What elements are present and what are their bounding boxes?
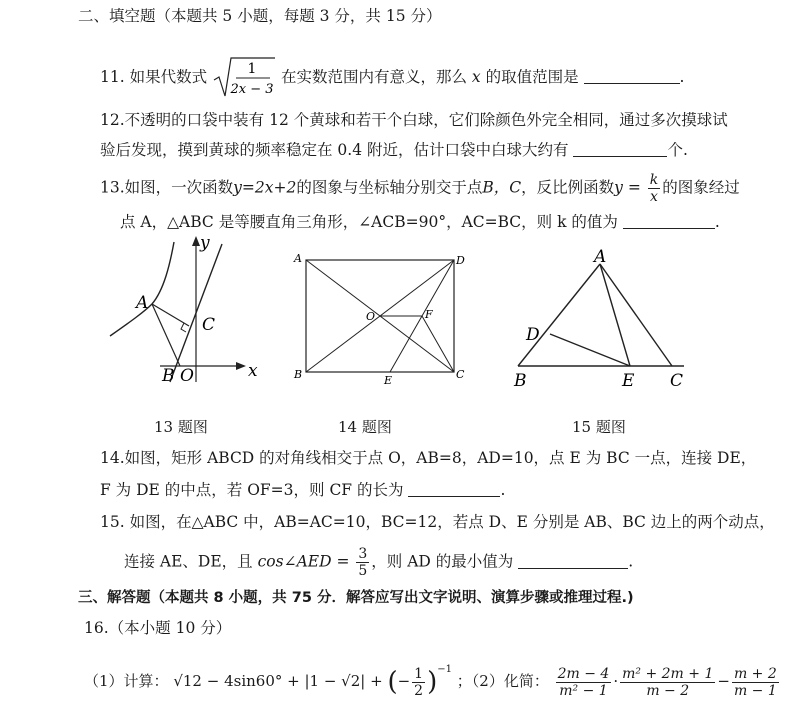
answer-blank-14[interactable] [408,482,500,497]
q11-var: x [471,68,481,86]
question-14-line-2 [100,480,505,500]
q16-f2-den: m − 2 [646,682,690,699]
section-2-title: 二、填空题（本题共 5 小题，每题 3 分，共 15 分） [78,7,442,25]
q13-1b: y=2x+2 [233,178,297,197]
question-12-line-1: 12.不透明的口袋中装有 12 个黄球和若干个白球，它们除颜色外完全相同，通过多次摸球试 [100,111,728,129]
q11-frac-den: 2x − 3 [230,82,274,97]
question-13-line-1 [100,172,740,205]
q13-fraction [648,172,660,205]
q15-2c: ，则 AD 的最小值为 [371,552,514,571]
q16-paren-close: ) [427,667,438,697]
q16-p1-exp: −1 [437,664,452,675]
fig15-label-B: B [514,371,527,391]
q16-p2-minus: − [717,672,730,690]
fig13-label-O: O [180,366,194,384]
question-13-line-2 [120,212,720,232]
q13-1a: 13.如图，一次函数 [100,178,234,197]
q16-p1-fraction [412,666,425,699]
q16-p1-num: 1 [414,665,424,682]
answer-blank-11[interactable] [584,69,680,84]
q15-fraction [356,546,369,579]
q15-frac-num: 3 [358,546,368,562]
q16-p2-fraction-2 [620,666,715,699]
fig13-label-y: y [200,234,210,253]
fig15-label-C: C [670,371,684,391]
q12-line2: 验后发现，摸到黄球的频率稳定在 0.4 附近，估计口袋中白球大约有 [100,141,569,159]
q16-p1-den: 2 [414,682,424,699]
q16-f3-den: m − 1 [733,682,777,699]
q13-1g: 的图象经过 [662,178,740,197]
q13-1f: y = [614,178,641,197]
q11-suffix: 在实数范围内有意义，那么 [280,68,467,86]
q12-end: 个. [667,141,688,159]
question-14-line-1: 14.如图，矩形 ABCD 的对角线相交于点 O，AB=8，AD=10，点 E 为 BC 一点，连接 DE， [100,449,757,467]
fig15-label-D: D [526,325,540,345]
question-15-line-1: 15. 如图，在△ABC 中，AB=AC=10，BC=12，若点 D、E 分别是 AB、BC 边上的两个动点， [100,513,775,531]
q14-end: . [500,481,506,499]
q16-p1-expr: √12 − 4sin60° + |1 − √2| + [173,672,388,690]
q16-dot: · [613,672,619,690]
q16-p2-fraction-3 [732,666,779,699]
q13-end: . [714,213,720,231]
question-11 [100,56,684,100]
q13-1c: 的图象与坐标轴分别交于点 [296,178,483,197]
fig14-label-A: A [294,252,302,265]
q16-p2-fraction-1 [556,666,612,699]
fig14-label-E: E [384,374,393,387]
q13-1e: ，反比例函数 [521,178,615,197]
q11-prefix: 11. 如果代数式 [100,68,208,86]
answer-blank-13[interactable] [623,214,715,229]
fig15-label-A: A [594,247,607,267]
q15-2a: 连接 AE、DE，且 [124,552,253,571]
figure-15 [508,246,698,392]
fig15-label-E: E [622,371,635,391]
fig14-label-B: B [294,368,303,381]
question-12-line-2 [100,140,688,160]
question-15-line-2 [124,546,633,579]
q11-frac-num: 1 [247,61,257,77]
caption-15: 15 题图 [572,418,626,436]
fig13-label-C: C [202,315,216,335]
q16-f1-num: 2m − 4 [557,665,610,682]
figure-13 [100,234,270,384]
fig13-label-B: B [162,366,175,384]
fig13-label-A: A [136,293,149,313]
question-16-parts [84,660,781,699]
q16-f1-den: m² − 1 [559,682,608,699]
figure-14 [288,248,472,388]
answer-blank-12[interactable] [573,142,667,157]
q15-2b: cos∠AED = [257,552,350,571]
q16-f2-num: m² + 2m + 1 [622,665,714,682]
fig14-label-D: D [456,254,465,267]
q11-suffix2: 的取值范围是 [485,68,579,86]
q16-f3-num: m + 2 [733,665,777,682]
q13-frac-den: x [650,189,658,205]
fig13-label-x: x [248,361,258,381]
caption-13: 13 题图 [154,418,208,436]
fig14-label-O: O [366,310,376,323]
q14-line2: F 为 DE 的中点，若 OF=3，则 CF 的长为 [100,481,404,499]
fig14-label-F: F [425,308,433,321]
q15-frac-den: 5 [358,563,368,579]
q16-minus: − [397,672,411,690]
q15-end: . [628,552,634,571]
answer-blank-15[interactable] [518,554,628,569]
fig14-label-C: C [456,368,465,381]
question-16-head: 16.（本小题 10 分） [84,619,232,637]
q16-paren-open: ( [387,667,398,697]
section-3-title: 三、解答题（本题共 8 小题，共 75 分．解答应写出文字说明、演算步骤或推理过程.) [78,590,634,606]
q11-end: . [679,68,685,86]
sqrt-radical [212,56,276,100]
q13-1d: B，C [482,178,522,197]
q16-p2-label: ；（2）化简： [456,672,549,690]
q13-line2: 点 A，△ABC 是等腰直角三角形，∠ACB=90°，AC=BC，则 k 的值为 [120,213,618,231]
q16-p1-label: （1）计算： [84,672,169,690]
q13-frac-num: k [649,172,659,188]
caption-14: 14 题图 [338,418,392,436]
